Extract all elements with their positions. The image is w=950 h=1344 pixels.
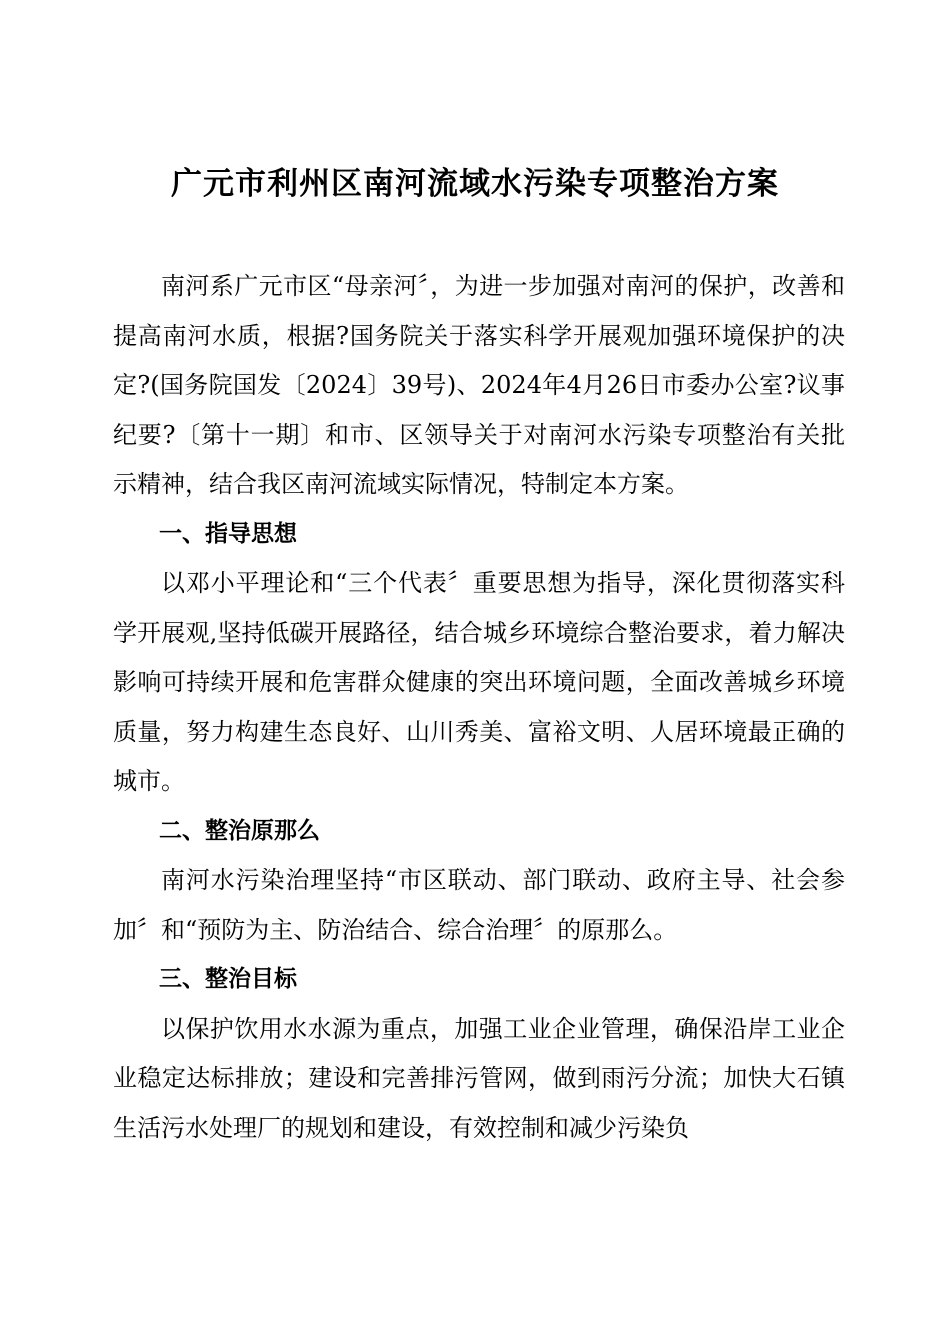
section-heading-guiding-ideology: 一、指导思想 [159, 520, 297, 547]
section-paragraph-guiding-ideology: 以邓小平理论和“三个代表〞重要思想为指导，深化贯彻落实科学开展观,坚持低碳开展路径，结合城乡环境综合整治要求，着力解决影响可持续开展和危害群众健康的突出环境问题，全面改善城乡环境质量，努力构建生态良好、山川秀美、富裕文明、人居环境最正确的城市。 [113, 569, 845, 795]
section-paragraph-goals: 以保护饮用水水源为重点，加强工业企业管理，确保沿岸工业企业稳定达标排放；建设和完善排污管网，做到雨污分流；加快大石镇生活污水处理厂的规划和建设，有效控制和减少污染负 [113, 1014, 845, 1142]
document-body [113, 262, 845, 1153]
section-paragraph-principles: 南河水污染治理坚持“市区联动、部门联动、政府主导、社会参加〞和“预防为主、防治结合、综合治理〞的原那么。 [113, 866, 845, 944]
intro-paragraph: 南河系广元市区“母亲河〞，为进一步加强对南河的保护，改善和提高南河水质，根据?国务院关于落实科学开展观加强环境保护的决定?(国务院国发〔2024〕39号)、2024年4月26日市委办公室?议事纪要?〔第十一期〕和市、区领导关于对南河水污染专项整治有关批示精神，结合我区南河流域实际情况，特制定本方案。 [113, 272, 845, 498]
section-heading-principles: 二、整治原那么 [159, 817, 320, 844]
section-heading-goals: 三、整治目标 [159, 966, 297, 992]
document-title: 广元市利州区南河流域水污染专项整治方案 [171, 166, 779, 202]
